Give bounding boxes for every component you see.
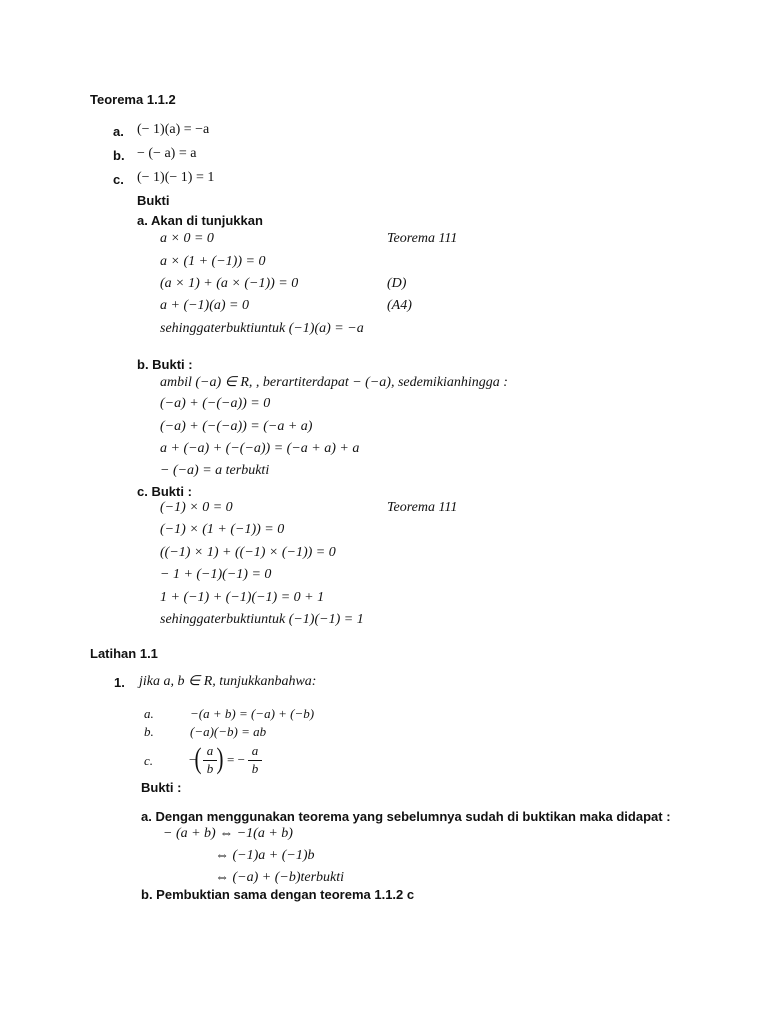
problem-number: 1. [114, 675, 125, 690]
proof-title: Bukti [137, 193, 170, 208]
theorem-item-c-label: c. [113, 172, 124, 187]
exercise-title: Latihan 1.1 [90, 646, 158, 661]
exercise-proof-a-line-1: − (a + b) ⇔ −1(a + b) [163, 826, 293, 841]
proof-a-heading: a. Akan di tunjukkan [137, 213, 263, 228]
proof-a-line-4: a + (−1)(a) = 0 [160, 298, 249, 313]
proof-a-line-1: a × 0 = 0 [160, 231, 214, 246]
exercise-proof-a-line-3: ⇔ (−a) + (−b)terbukti [215, 870, 345, 885]
proof-c-line-1: (−1) × 0 = 0 [160, 500, 233, 515]
proof-c-line-4: − 1 + (−1)(−1) = 0 [160, 567, 272, 582]
proof-c-line-6: sehinggaterbuktiuntuk (−1)(−1) = 1 [160, 612, 364, 627]
proof-a-reason-1: Teorema 111 [387, 231, 458, 246]
theorem-title: Teorema 1.1.2 [90, 92, 176, 107]
proof-a-line-5: sehinggaterbuktiuntuk (−1)(a) = −a [160, 321, 364, 336]
proof-b-line-4: a + (−a) + (−(−a)) = (−a + a) + a [160, 441, 360, 456]
theorem-item-a-expr: (− 1)(a) = −a [137, 122, 210, 137]
part-c-denominator-2: b [251, 761, 259, 776]
proof-c-reason-1: Teorema 111 [387, 500, 458, 515]
part-c-right-paren: ) [216, 742, 224, 775]
proof-b-line-2: (−a) + (−(−a)) = 0 [160, 396, 271, 411]
part-c-left-paren: ( [194, 742, 202, 775]
proof-b-line-3: (−a) + (−(−a)) = (−a + a) [160, 419, 313, 434]
proof-a-reason-4: (A4) [387, 298, 412, 313]
part-c-denominator: b [206, 761, 214, 776]
theorem-item-a-label: a. [113, 124, 124, 139]
proof-c-line-3: ((−1) × 1) + ((−1) × (−1)) = 0 [160, 545, 336, 560]
part-a-expr: −(a + b) = (−a) + (−b) [190, 706, 315, 721]
part-c-numerator: a [206, 743, 214, 758]
exercise-proof-a-heading: a. Dengan menggunakan teorema yang sebelumnya sudah di buktikan maka didapat : [141, 809, 671, 824]
proof-c-heading: c. Bukti : [137, 484, 192, 499]
part-a-label: a. [144, 706, 154, 721]
part-c-equals: = − [227, 752, 245, 767]
part-c-label: c. [144, 753, 154, 768]
proof-a-line-3: (a × 1) + (a × (−1)) = 0 [160, 276, 299, 291]
part-c-minus: − [189, 752, 197, 767]
proof-b-heading: b. Bukti : [137, 357, 193, 372]
theorem-item-c-expr: (− 1)(− 1) = 1 [137, 170, 215, 185]
proof-c-line-2: (−1) × (1 + (−1)) = 0 [160, 522, 285, 537]
problem-text: jika a, b ∈ R, tunjukkanbahwa: [139, 674, 317, 689]
proof-a-reason-3: (D) [387, 276, 407, 291]
exercise-proof-a-line-2: ⇔ (−1)a + (−1)b [215, 848, 315, 863]
exercise-proof-title: Bukti : [141, 780, 182, 795]
exercise-proof-b-heading: b. Pembuktian sama dengan teorema 1.1.2 c [141, 887, 415, 902]
part-b-expr: (−a)(−b) = ab [190, 724, 267, 739]
proof-c-line-5: 1 + (−1) + (−1)(−1) = 0 + 1 [160, 590, 325, 605]
part-b-label: b. [144, 724, 154, 739]
part-c-numerator-2: a [251, 743, 259, 758]
theorem-item-b-expr: − (− a) = a [137, 146, 197, 161]
theorem-item-b-label: b. [113, 148, 125, 163]
proof-b-line-1: ambil (−a) ∈ R, , berartiterdapat − (−a), sedemikianhingga : [160, 375, 508, 390]
proof-a-line-2: a × (1 + (−1)) = 0 [160, 254, 266, 269]
proof-b-line-5: − (−a) = a terbukti [160, 463, 270, 478]
